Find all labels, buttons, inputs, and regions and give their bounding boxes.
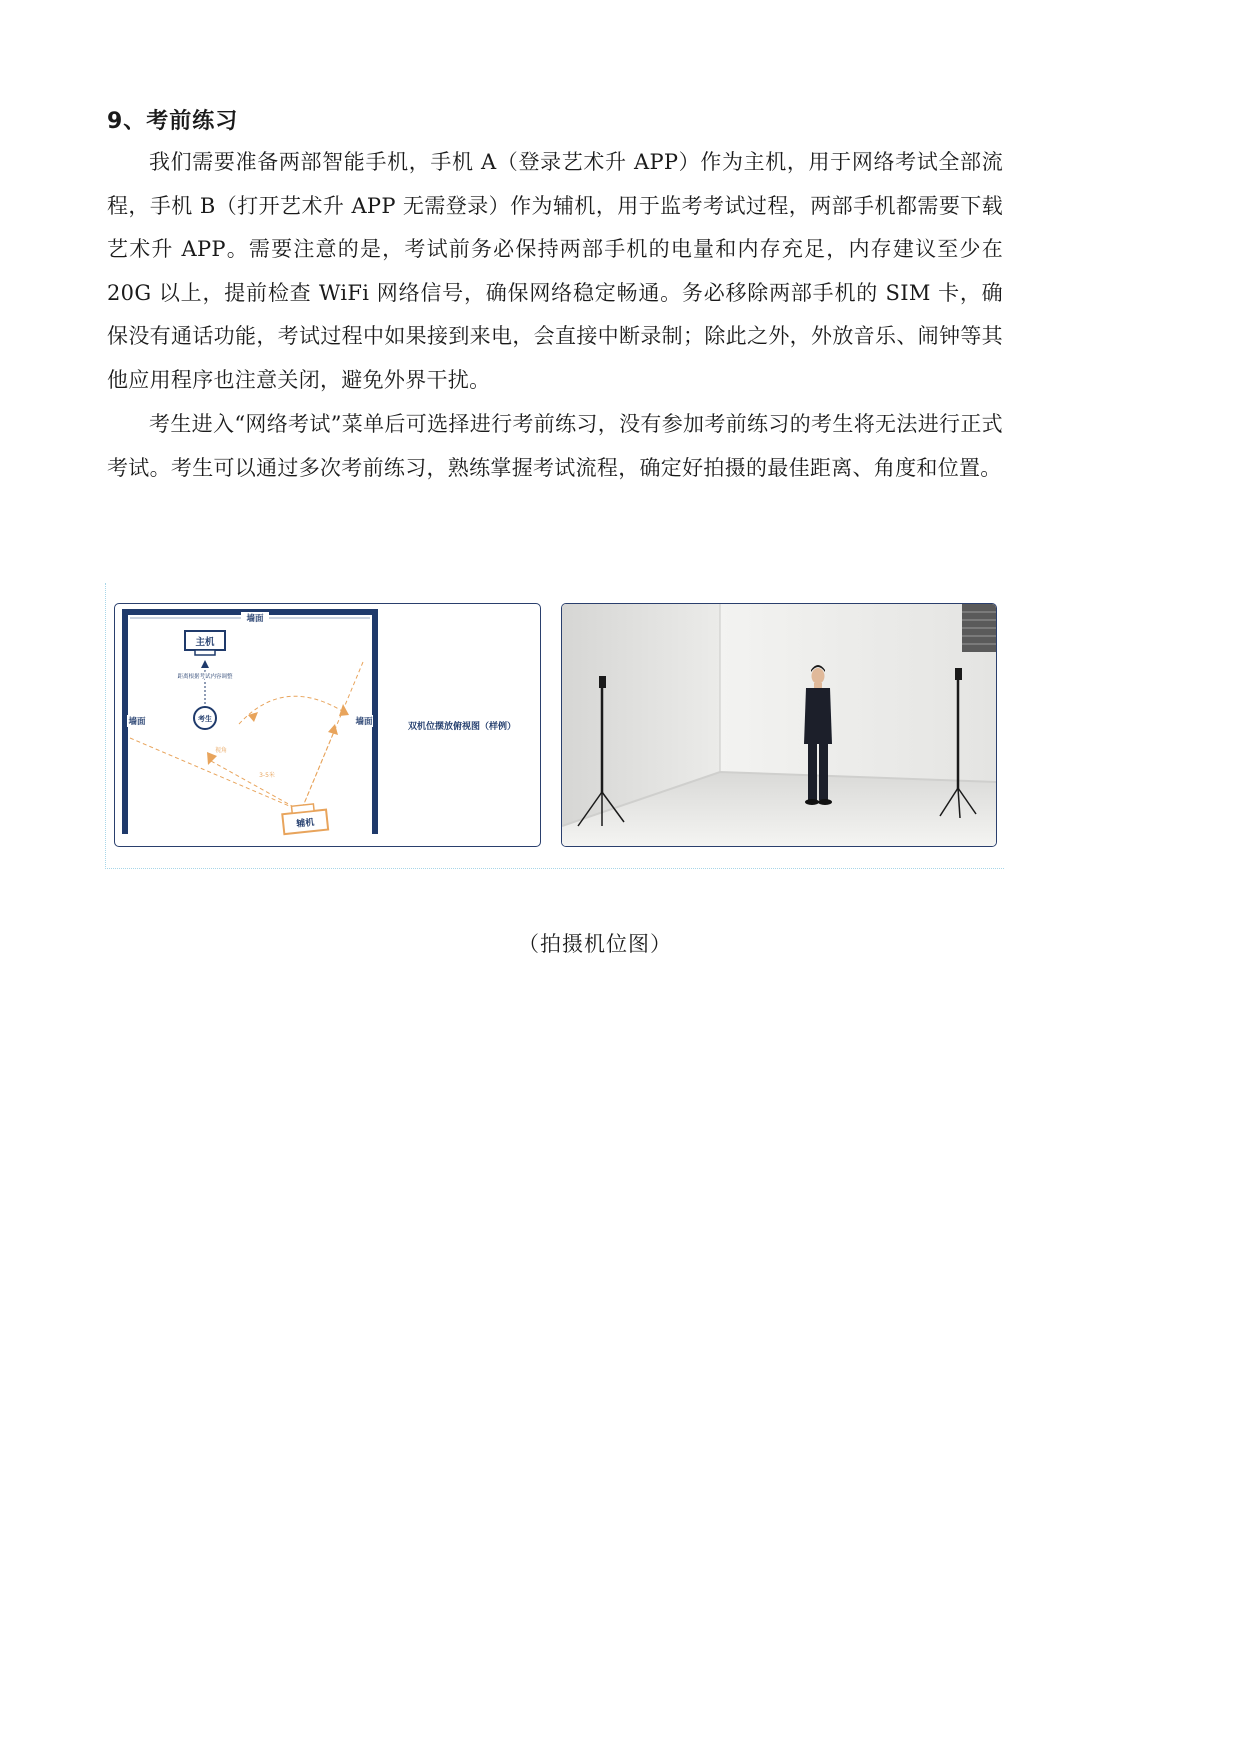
candidate-label: 考生	[198, 715, 212, 723]
distance-note: 距离根据考试内容调整	[177, 674, 233, 680]
arrow-up-icon	[201, 660, 209, 668]
aux-phone-label: 辅机	[295, 817, 315, 830]
paragraph-device-preparation: 我们需要准备两部智能手机，手机 A（登录艺术升 APP）作为主机，用于网络考试全部流程，手机 B（打开艺术升 APP 无需登录）作为辅机，用于监考考试过程，两部手机都需要下载艺术升 APP。需要注意的是，考试前务必保持两部手机的电量和内存充足，内存建议至少在 20G 以上，提前检查 WiFi 网络信号，确保网络稳定畅通。务必移除两部手机的 SIM 卡，确保没有通话功能，考试过程中如果接到来电，会直接中断录制；除此之外，外放音乐、闹钟等其他应用程序也注意关闭，避免外界干扰。	[107, 150, 1003, 392]
wall-label-right: 墙面	[355, 717, 373, 727]
arrow-icon	[328, 724, 338, 735]
camera-setup-photo	[561, 603, 997, 847]
wall-label-left: 墙面	[128, 717, 146, 727]
diagram-title: 双机位摆放俯视图（样例）	[407, 722, 517, 732]
range-label: 3-5米	[259, 772, 275, 779]
figure-caption: （拍摄机位图）	[518, 932, 672, 956]
view-angle-label: 视角	[215, 747, 228, 754]
photo-back-wall	[720, 604, 996, 782]
aux-phone-icon	[282, 803, 329, 834]
view-angle-lines	[130, 662, 363, 811]
wall-label-top: 墙面	[246, 614, 264, 624]
paragraph-practice-exam: 考生进入“网络考试”菜单后可选择进行考前练习，没有参加考前练习的考生将无法进行正式考试。考生可以通过多次考前练习，熟练掌握考试流程，确定好拍摄的最佳距离、角度和位置。	[107, 412, 1003, 480]
main-phone-label: 主机	[195, 637, 215, 648]
section-heading: 9、考前练习	[107, 109, 239, 134]
camera-layout-diagram	[114, 603, 541, 847]
camera-position-figure	[105, 583, 1004, 869]
